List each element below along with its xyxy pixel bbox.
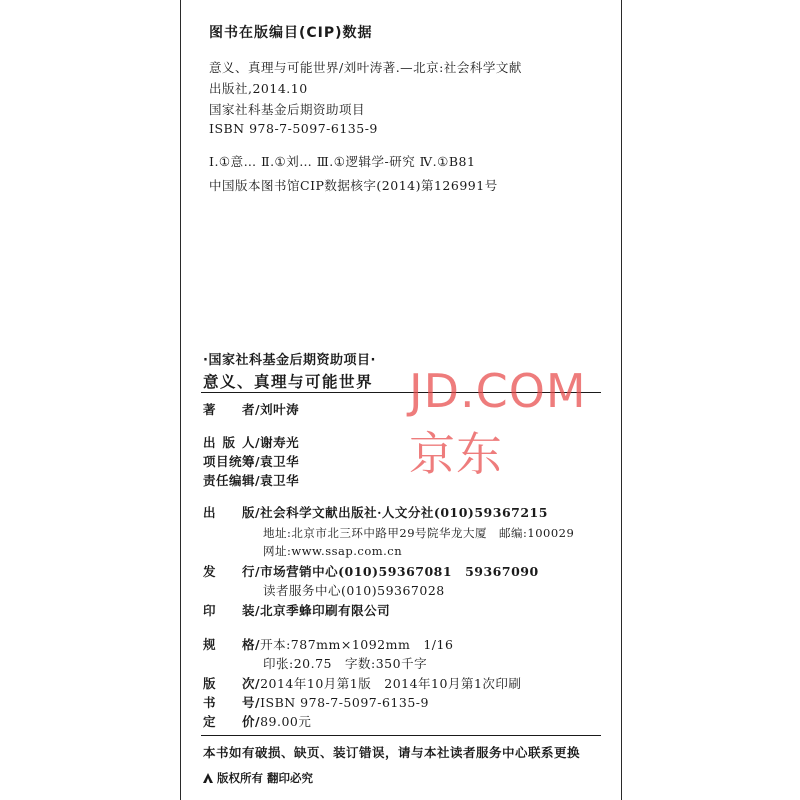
edition-label: 版 次 [203,676,255,691]
isbn-label: 书 号 [203,695,255,710]
info-editor: 责任编辑/袁卫华 [203,473,300,488]
cip-number: 中国版本图书馆CIP数据核字(2014)第126991号 [209,178,498,193]
press-label: 出 版 [203,505,255,520]
title-divider [201,392,601,393]
series-label: ·国家社科基金后期资助项目· [203,353,376,368]
project-value: 袁卫华 [260,454,300,469]
price-label: 定 价 [203,714,255,729]
rights-text: 版权所有 翻印必究 [217,771,314,785]
edition-value: 2014年10月第1版 2014年10月第1次印刷 [260,676,522,691]
info-price: 定 价/89.00元 [203,714,312,729]
spec-label: 规 格 [203,637,255,652]
author-label: 著 者 [203,402,255,417]
distribution-value-2: 读者服务中心(010)59367028 [263,583,445,598]
cip-title: 图书在版编目(CIP)数据 [209,25,373,41]
press-address: 地址:北京市北三环中路甲29号院华龙大厦 邮编:100029 [263,526,575,540]
footer-note: 本书如有破损、缺页、装订错误，请与本社读者服务中心联系更换 [203,745,581,760]
distribution-label: 发 行 [203,564,255,579]
info-printing: 印 装/北京季蜂印刷有限公司 [203,603,391,618]
spec-value: 开本:787mm×1092mm 1/16 [260,637,454,652]
price-value: 89.00元 [260,714,312,729]
info-spec: 规 格/开本:787mm×1092mm 1/16 [203,637,454,652]
book-title: 意义、真理与可能世界 [203,373,374,391]
rights-icon [203,772,213,782]
distribution-value: 市场营销中心(010)59367081 59367090 [260,564,539,579]
editor-label: 责任编辑 [203,473,256,488]
editor-value: 袁卫华 [260,473,300,488]
footer-rights [203,770,313,786]
info-isbn: 书 号/ISBN 978-7-5097-6135-9 [203,695,429,710]
printing-value: 北京季蜂印刷有限公司 [260,603,391,618]
project-label: 项目统筹 [203,454,256,469]
jd-watermark: JD.COM 京东 [409,364,587,481]
info-distribution: 发 行/市场营销中心(010)59367081 59367090 [203,564,539,579]
printing-label: 印 装 [203,603,255,618]
copyright-page [180,0,622,800]
publisher-person-value: 谢寿光 [260,435,300,450]
info-edition: 版 次/2014年10月第1版 2014年10月第1次印刷 [203,676,522,691]
info-publisher-person: 出版人/谢寿光 [203,435,300,450]
press-website: 网址:www.ssap.com.cn [263,544,403,558]
isbn-value: ISBN 978-7-5097-6135-9 [260,695,429,710]
info-press: 出 版/社会科学文献出版社·人文分社(010)59367215 [203,505,548,520]
cip-line: ISBN 978-7-5097-6135-9 [209,121,378,136]
footer-divider [201,735,601,736]
info-author: 著 者/刘叶涛 [203,402,300,417]
cip-line: 意义、真理与可能世界/刘叶涛著.—北京:社会科学文献 [209,60,522,75]
cip-classification: Ⅰ.①意… Ⅱ.①刘… Ⅲ.①逻辑学-研究 Ⅳ.①B81 [209,154,476,169]
press-value: 社会科学文献出版社·人文分社(010)59367215 [260,505,548,520]
cip-line: 出版社,2014.10 [209,81,308,96]
cip-line: 国家社科基金后期资助项目 [209,102,366,117]
publisher-person-label: 出版人 [203,435,255,450]
author-value: 刘叶涛 [260,402,300,417]
spec-value-2: 印张:20.75 字数:350千字 [263,656,428,671]
info-project: 项目统筹/袁卫华 [203,454,300,469]
